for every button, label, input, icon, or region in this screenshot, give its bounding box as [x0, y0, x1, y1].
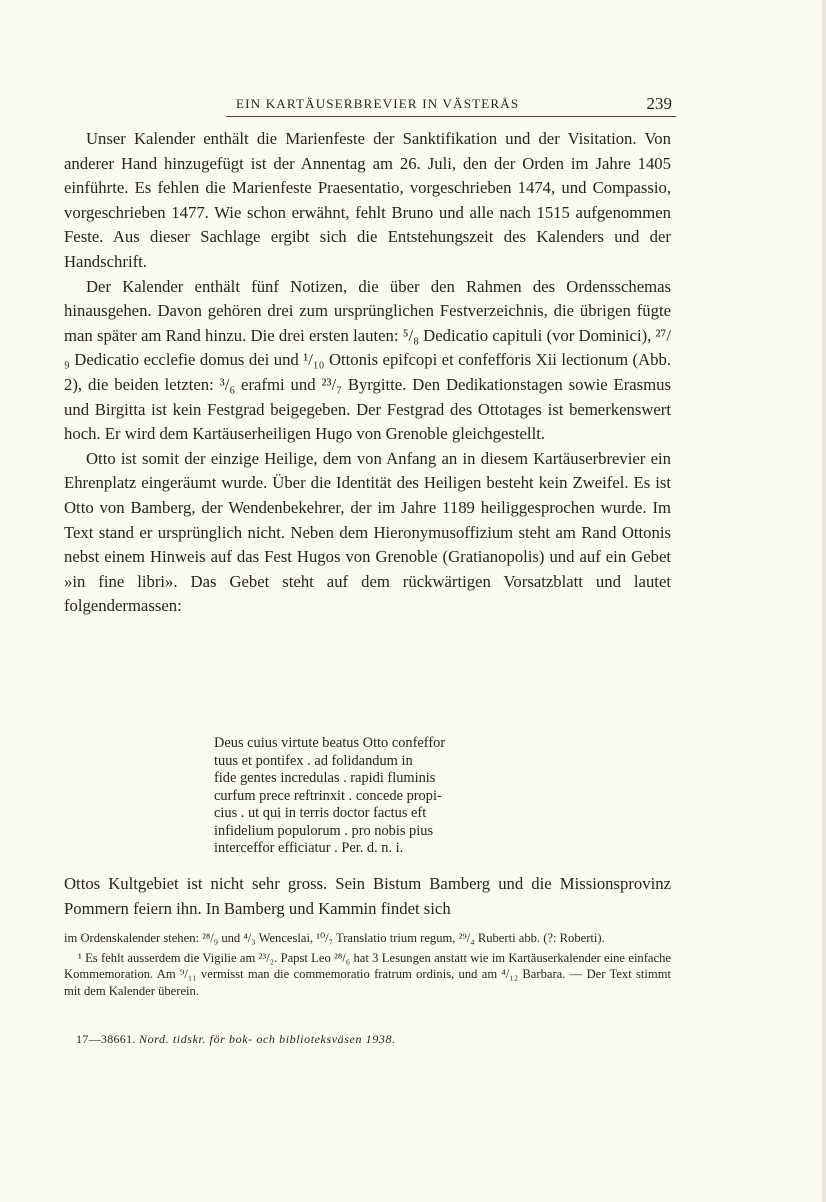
page-header [64, 94, 676, 118]
paragraph-notes: Der Kalender enthält fünf Notizen, die über den Rahmen des Ordensschemas hinausgehen. Davon gehören drei zum ursprünglichen Festverzeichnis, die übrigen fügte man später am Rand hinzu. Die drei ersten lauten: ⁵/₈ Dedicatio capituli (vor Dominici), ²⁷/₉ Dedicatio ecclefie domus dei und ¹/₁₀ Ottonis epifcopi et confefforis Xii lectionum (Abb. 2), die beiden letzten: ³/₆ erafmi und ²³/₇ Byrgitte. Den Dedikationstagen sowie Erasmus und Birgitta ist kein Festgrad beigegeben. Der Festgrad des Ottotages ist bemerkenswert hoch. Er wird dem Kartäuserheiligen Hugo von Grenoble gleichgestellt. [64, 276, 671, 444]
signature-number: 17—38661. [76, 1032, 136, 1046]
main-text [64, 127, 671, 619]
footnote-continuation: im Ordenskalender stehen: ²⁸/₉ und ⁴/₃ Wenceslai, ¹⁰/₇ Translatio trium regum, ²⁹/₄ Ruberti abb. (?: Roberti). [64, 931, 605, 945]
header-rule [226, 116, 676, 117]
paragraph-calendar: Unser Kalender enthält die Marienfeste der Sanktifikation und der Visitation. Von anderer Hand hinzugefügt ist der Annentag am 26. Juli, den der Orden im Jahre 1405 einführte. Es fehlen die Marienfeste Praesentatio, vorgeschrieben 1474, und Compassio, vorgeschrieben 1477. Wie schon erwähnt, fehlt Bruno und alle nach 1515 aufgenommen Feste. Aus dieser Sachlage ergibt sich die Entstehungszeit des Kalenders und der Handschrift. [64, 129, 671, 271]
quote-line: curfum prece reftrinxit . concede propi- [214, 787, 442, 804]
page-number: 239 [646, 94, 672, 113]
quote-line: tuus et pontifex . ad folidandum in [214, 752, 413, 769]
signature-line [76, 1032, 396, 1047]
paragraph-cult: Ottos Kultgebiet ist nicht sehr gross. Sein Bistum Bamberg und die Missionsprovinz Pommern feiern ihn. In Bamberg und Kammin findet sich [64, 874, 671, 918]
journal-title: Nord. tidskr. för bok- och biblioteksväsen 1938. [139, 1032, 396, 1046]
quote-line: infidelium populorum . pro nobis pius [214, 822, 434, 839]
main-text-continued [64, 872, 671, 921]
footnotes [64, 930, 671, 1002]
quote-line: fide gentes incredulas . rapidi fluminis [214, 770, 436, 786]
footnote-1: ¹ Es fehlt ausserdem die Vigilie am ²³/₂. Papst Leo ²⁸/₆ hat 3 Lesungen anstatt wie im Kartäuserkalender eine einfache Kommemoration. Am ⁹/₁₁ vermisst man die commemoratio fratrum ordinis, und am ⁴/₁₂ Barbara. — Der Text stimmt mit dem Kalender überein. [64, 950, 671, 998]
paragraph-otto: Otto ist somit der einzige Heilige, dem von Anfang an in diesem Kartäuserbrevier ein Ehrenplatz eingeräumt wurde. Über die Identität des Heiligen besteht kein Zweifel. Es ist Otto von Bamberg, der Wendenbekehrer, der im Jahre 1189 heiliggesprochen wurde. Im Text stand er ursprünglich nicht. Neben dem Hieronymusoffizium steht am Rand Ottonis nebst einem Hinweis auf das Fest Hugos von Grenoble (Gratianopolis) und auf ein Gebet »in fine libri». Das Gebet steht auf dem rückwärtigen Vorsatzblatt und lautet folgendermassen: [64, 448, 671, 616]
page-edge [822, 0, 826, 1202]
quote-line: Deus cuius virtute beatus Otto confeffor [214, 735, 446, 751]
quote-line: interceffor efficiatur . Per. d. n. i. [214, 840, 404, 856]
quote-line: cius . ut qui in terris doctor factus eft [214, 805, 427, 821]
prayer-quote [214, 735, 544, 858]
running-title: EIN KARTÄUSERBREVIER IN VÄSTERÅS [236, 96, 520, 111]
